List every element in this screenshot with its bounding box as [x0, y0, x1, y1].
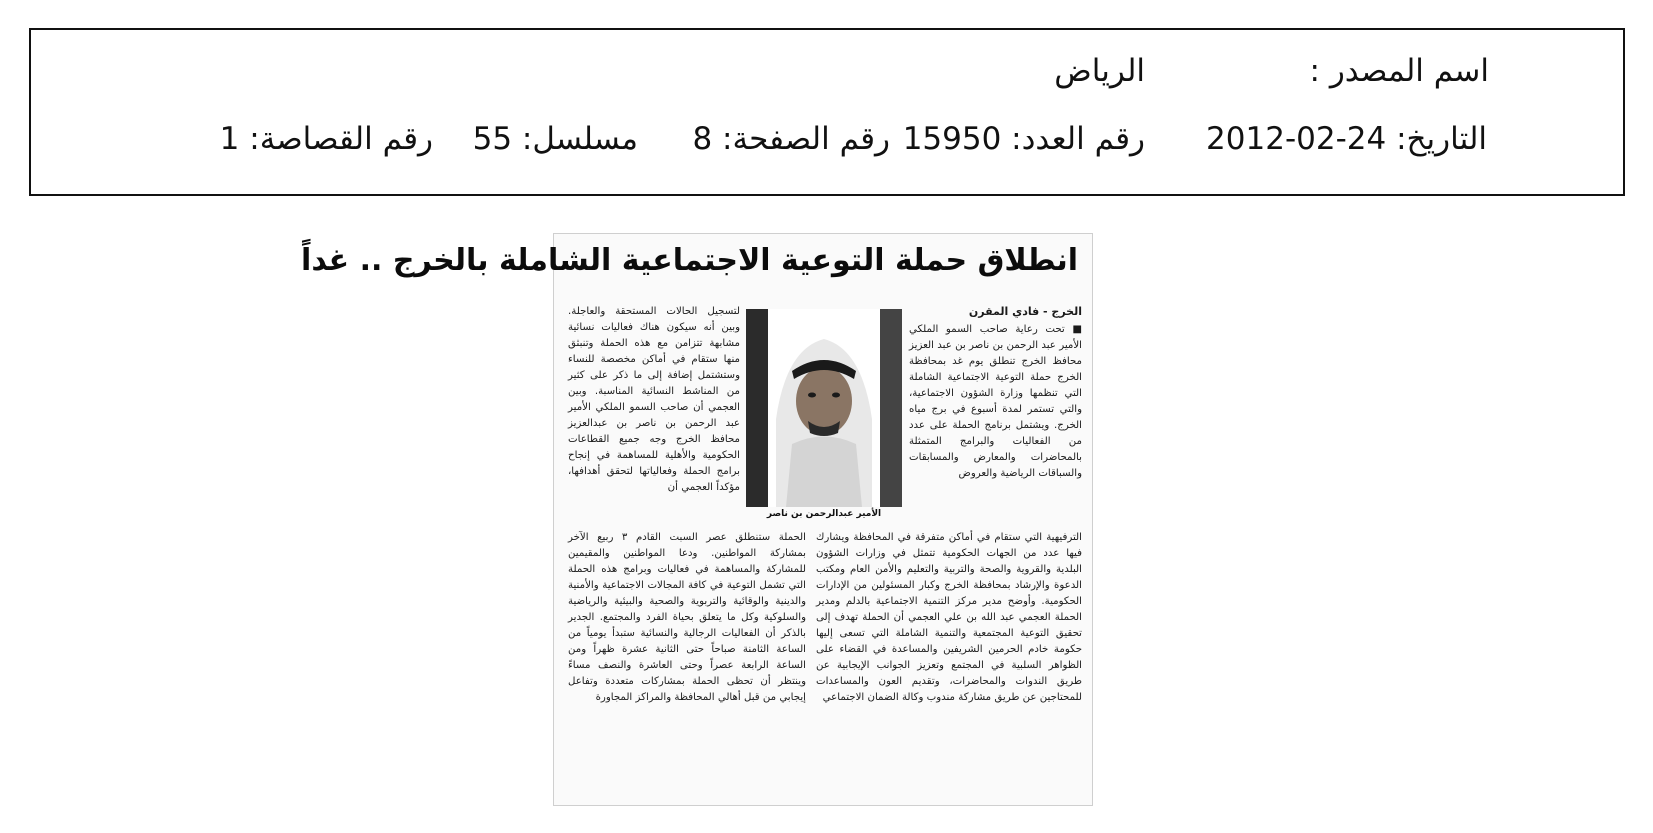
article-paragraph: الترفيهية التي ستقام في أماكن متفرقة في المحافظة ويشارك فيها عدد من الجهات الحكومية تتمثل في وزارات الشؤون البلدية والقروية والصحة والتربية والتعليم والأمن العام ومكتب الدعوة والإرشاد بمحافظة الخرج وكبار المسئولين من الإدارات الحكومية. وأوضح مدير مركز التنمية الاجتماعية بالدلم ومدير الحملة العجمي عبد الله بن علي العجمي أن الحملة تهدف إلى تحقيق التوعية المجتمعية والتنمية الشاملة التي تسعى إليها حكومة خادم الحرمين الشريفين والمساعدة في القضاء على الظواهر السلبية في المجتمع وتعزيز الجوانب الإيجابية عن طريق الندوات والمحاضرات، وتقديم العون والمساعدات للمحتاجين عن طريق مشاركة مندوب وكالة الضمان الاجتماعي	[816, 532, 1082, 703]
portrait-photo	[746, 309, 902, 507]
serial-number: مسلسل: 55	[472, 121, 638, 157]
source-value: الرياض	[1054, 53, 1145, 89]
article-headline: انطلاق حملة التوعية الاجتماعية الشاملة بالخرج .. غداً	[301, 243, 1078, 278]
clip-number: رقم القصاصة: 1	[219, 121, 433, 157]
document-info-box	[29, 28, 1625, 196]
article-paragraph: ■ تحت رعاية صاحب السمو الملكي الأمير عبد الرحمن بن ناصر بن عبد العزيز محافظ الخرج تنطلق يوم غد بمحافظة الخرج حملة التوعية الاجتماعية الشاملة التي تنظمها وزارة الشؤون الاجتماعية، والتي تستمر لمدة أسبوع في برج مياه الخرج. ويشتمل برنامج الحملة على عدد من الفعاليات والبرامج المتمثلة بالمحاضرات والمعارض والمسابقات والسباقات الرياضية والعروض	[909, 324, 1082, 479]
article-byline: الخرج - فادي المقرن	[968, 305, 1082, 318]
photo-caption: الأمير عبدالرحمن بن ناصر	[766, 509, 882, 519]
article-column-right	[909, 304, 1082, 532]
portrait-image-icon	[746, 309, 902, 507]
article-column-left-top	[568, 304, 740, 532]
article-column-middle	[816, 530, 1082, 792]
issue-number: رقم العدد: 15950	[902, 121, 1145, 157]
source-label: اسم المصدر :	[1309, 53, 1489, 89]
page-number: رقم الصفحة: 8	[692, 121, 890, 157]
newspaper-clipping	[301, 233, 1093, 806]
date-field: التاريخ: 24-02-2012	[1206, 121, 1487, 157]
article-paragraph: الحملة ستنطلق عصر السبت القادم ٣ ربيع الآخر بمشاركة المواطنين. ودعا المواطنين والمقيمين للمشاركة والمساهمة في فعاليات وبرامج هذه الحملة التي تشمل التوعية في كافة المجالات الاجتماعية والأمنية والدينية والوقائية والتربوية والصحية والبيئية والرياضية والسلوكية وكل ما يتعلق بحياة الفرد والمجتمع. الجدير بالذكر أن الفعاليات الرجالية والنسائية ستبدأ يومياً من الساعة الثامنة صباحاً حتى الثانية عشرة ظهراً ومن الساعة الرابعة عصراً وحتى العاشرة والنصف مساءً وينتظر أن تحظى الحملة بمشاركات متعددة وتفاعل إيجابي من قبل أهالي المحافظة والمراكز المجاورة	[568, 532, 806, 703]
article-paragraph: لتسجيل الحالات المستحقة والعاجلة. وبين أنه سيكون هناك فعاليات نسائية مشابهة تتزامن مع هذه الحملة وتنبثق منها ستقام في أماكن مخصصة للنساء وستشتمل إضافة إلى ما ذكر على كثير من المناشط النسائية المناسبة. وبين العجمي أن صاحب السمو الملكي الأمير عبد الرحمن بن ناصر بن عبدالعزيز محافظ الخرج وجه جميع القطاعات الحكومية والأهلية للمساهمة في إنجاح برامج الحملة وفعالياتها لتحقق أهدافها، مؤكداً العجمي أن	[568, 306, 740, 493]
article-column-left-bottom	[568, 530, 806, 792]
